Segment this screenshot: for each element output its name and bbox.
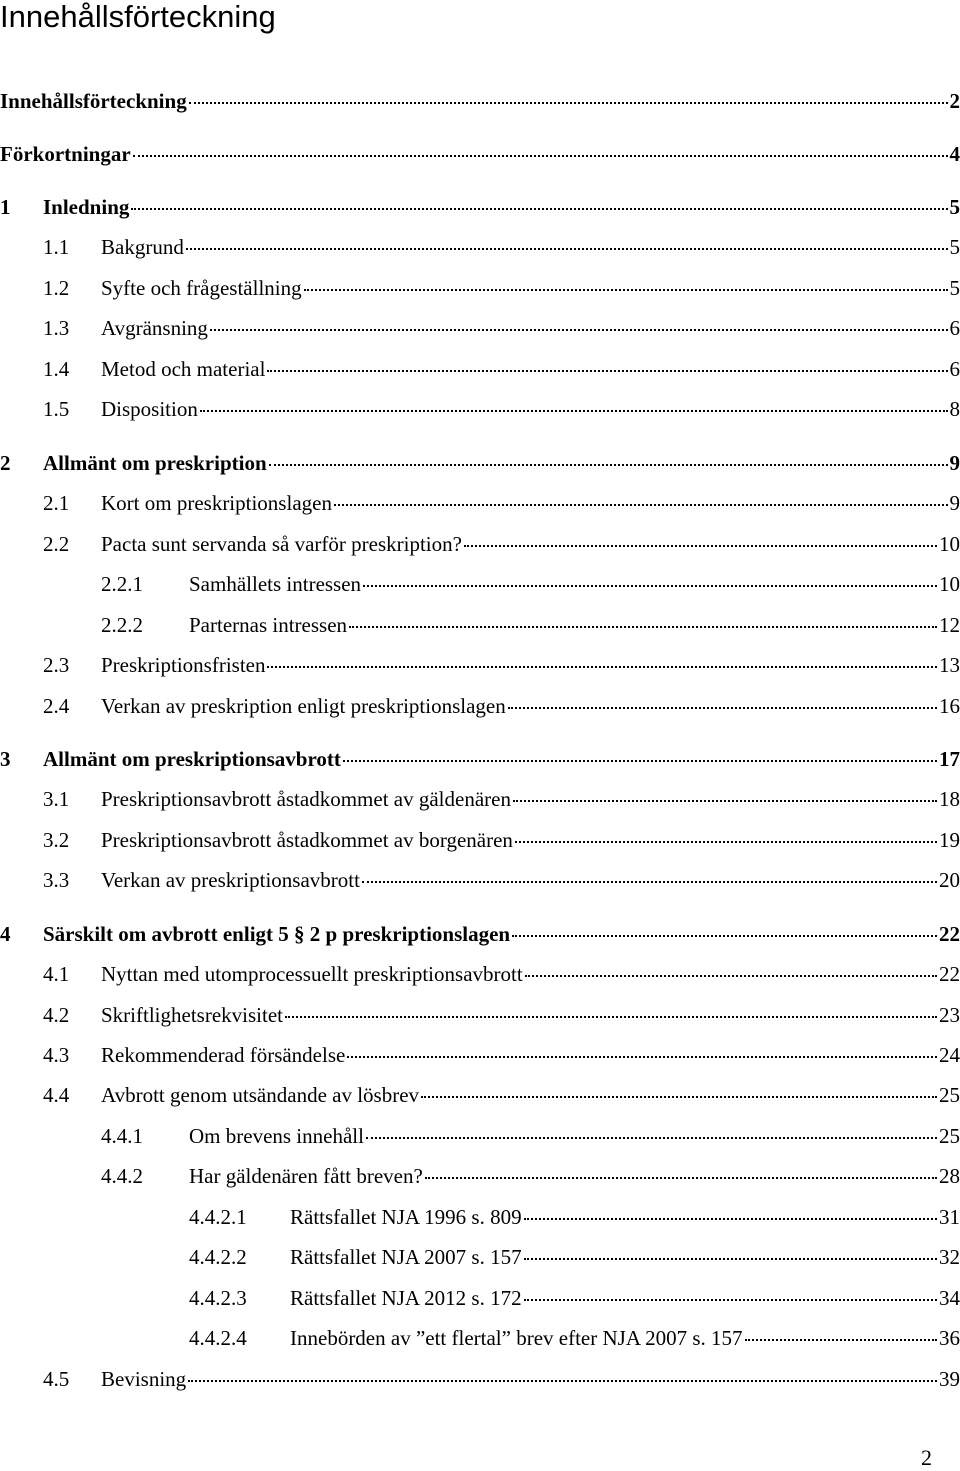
toc-entry[interactable] <box>43 786 960 812</box>
toc-entry[interactable] <box>0 194 960 220</box>
toc-entry-title: Verkan av preskriptionsavbrott <box>101 868 360 892</box>
toc-entry[interactable] <box>0 921 960 947</box>
dot-leader <box>267 666 937 668</box>
toc-entry-number: 4.4.2.3 <box>189 1286 247 1310</box>
toc-entry-title: Rättsfallet NJA 1996 s. 809 <box>290 1205 522 1229</box>
toc-entry-page: 22 <box>939 922 960 946</box>
toc-entry-title: Bevisning <box>101 1367 187 1391</box>
toc-entry-number: 1.4 <box>43 357 70 381</box>
toc-entry[interactable] <box>43 275 960 301</box>
toc-entry-page: 5 <box>949 235 960 259</box>
toc-entry-page: 4 <box>949 142 960 166</box>
toc-entry-page: 36 <box>939 1326 960 1350</box>
toc-entry-number: 1.1 <box>43 235 70 259</box>
dot-leader <box>524 1258 937 1260</box>
toc-entry-page: 31 <box>939 1205 960 1229</box>
toc-entry-title: Nyttan med utomprocessuellt preskriptionsavbrott <box>101 962 523 986</box>
dot-leader <box>362 881 937 883</box>
dot-leader <box>210 329 948 331</box>
toc-entry[interactable] <box>43 531 960 557</box>
toc-entry-page: 10 <box>939 532 960 556</box>
toc-entry[interactable] <box>43 1082 960 1108</box>
toc-entry-number: 1.3 <box>43 316 70 340</box>
toc-entry-number: 2 <box>0 451 11 475</box>
dot-leader <box>525 975 937 977</box>
dot-leader <box>363 585 937 587</box>
toc-entry-number: 4.1 <box>43 962 70 986</box>
toc-entry-number: 1.2 <box>43 276 70 300</box>
toc-entry[interactable] <box>43 396 960 422</box>
toc-entry-number: 4.4.1 <box>101 1124 143 1148</box>
toc-entry-number: 4 <box>0 922 11 946</box>
toc-entry-number: 4.4.2.4 <box>189 1326 247 1350</box>
toc-entry-number: 4.4.2.1 <box>189 1205 247 1229</box>
toc-entry[interactable] <box>43 693 960 719</box>
toc-entry-title: Allmänt om preskriptionsavbrott <box>43 747 341 771</box>
dot-leader <box>524 1218 937 1220</box>
toc-entry-page: 34 <box>939 1286 960 1310</box>
toc-entry-title: Preskriptionsavbrott åstadkommet av gäldenären <box>101 787 511 811</box>
toc-entry[interactable] <box>43 1366 960 1392</box>
toc-entry[interactable] <box>43 234 960 260</box>
toc-entry-number: 3.2 <box>43 828 70 852</box>
toc-entry[interactable] <box>0 141 960 167</box>
toc-entry[interactable] <box>43 961 960 987</box>
toc-entry-title: Allmänt om preskription <box>43 451 267 475</box>
toc-entry-page: 24 <box>939 1043 960 1067</box>
dot-leader <box>334 504 948 506</box>
toc-entry[interactable] <box>101 612 960 638</box>
toc-entry[interactable] <box>43 652 960 678</box>
dot-leader <box>133 155 948 157</box>
toc-entry-title: Disposition <box>101 397 198 421</box>
dot-leader <box>188 1380 937 1382</box>
toc-entry-number: 2.1 <box>43 491 70 515</box>
dot-leader <box>425 1177 937 1179</box>
toc-entry-number: 4.3 <box>43 1043 70 1067</box>
toc-entry-page: 12 <box>939 613 960 637</box>
dot-leader <box>513 800 937 802</box>
toc-entry-page: 17 <box>939 747 960 771</box>
page-title: Innehållsförteckning <box>0 0 276 34</box>
toc-entry-title: Rättsfallet NJA 2007 s. 157 <box>290 1245 522 1269</box>
dot-leader <box>285 1016 937 1018</box>
toc-entry[interactable] <box>0 88 960 114</box>
toc-entry-page: 16 <box>939 694 960 718</box>
toc-entry-page: 23 <box>939 1003 960 1027</box>
toc-entry-page: 32 <box>939 1245 960 1269</box>
toc-entry-number: 3 <box>0 747 11 771</box>
toc-entry[interactable] <box>43 356 960 382</box>
toc-entry-title: Förkortningar <box>0 142 131 166</box>
dot-leader <box>366 1137 937 1139</box>
toc-entry-title: Avgränsning <box>101 316 208 340</box>
toc-entry[interactable] <box>43 490 960 516</box>
dot-leader <box>200 410 948 412</box>
toc-entry-page: 8 <box>949 397 960 421</box>
toc-entry-number: 4.5 <box>43 1367 70 1391</box>
toc-entry[interactable] <box>43 1042 960 1068</box>
toc-entry-page: 10 <box>939 572 960 596</box>
toc-entry-title: Verkan av preskription enligt preskriptionslagen <box>101 694 506 718</box>
toc-entry-page: 39 <box>939 1367 960 1391</box>
toc-entry-title: Om brevens innehåll <box>189 1124 364 1148</box>
dot-leader <box>512 935 937 937</box>
toc-entry-title: Pacta sunt servanda så varför preskription? <box>101 532 462 556</box>
toc-entry-page: 25 <box>939 1124 960 1148</box>
toc-entry[interactable] <box>43 1002 960 1028</box>
toc-entry-page: 2 <box>949 89 960 113</box>
dot-leader <box>515 841 937 843</box>
toc-entry-number: 4.2 <box>43 1003 70 1027</box>
dot-leader <box>131 208 947 210</box>
toc-entry-number: 4.4 <box>43 1083 70 1107</box>
dot-leader <box>186 248 948 250</box>
toc-entry-title: Parternas intressen <box>189 613 348 637</box>
toc-entry-number: 2.4 <box>43 694 70 718</box>
toc-entry-page: 6 <box>949 316 960 340</box>
toc-entry[interactable] <box>189 1204 960 1230</box>
toc-entry-page: 19 <box>939 828 960 852</box>
toc-entry[interactable] <box>101 1123 960 1149</box>
dot-leader <box>524 1299 937 1301</box>
dot-leader <box>269 464 948 466</box>
toc-entry-number: 1.5 <box>43 397 70 421</box>
toc-entry[interactable] <box>0 746 960 772</box>
toc-entry-page: 25 <box>939 1083 960 1107</box>
dot-leader <box>267 370 947 372</box>
toc-entry-title: Rättsfallet NJA 2012 s. 172 <box>290 1286 522 1310</box>
toc-entry-number: 4.4.2.2 <box>189 1245 247 1269</box>
toc-entry-number: 2.2.2 <box>101 613 143 637</box>
toc-entry-title: Avbrott genom utsändande av lösbrev <box>101 1083 420 1107</box>
toc-entry-number: 3.1 <box>43 787 70 811</box>
toc-entry[interactable] <box>189 1325 960 1351</box>
toc-entry-page: 9 <box>949 491 960 515</box>
dot-leader <box>343 760 937 762</box>
page-number: 2 <box>921 1445 932 1470</box>
dot-leader <box>349 626 937 628</box>
toc-entry-title: Metod och material <box>101 357 266 381</box>
dot-leader <box>189 102 948 104</box>
toc-entry-page: 18 <box>939 787 960 811</box>
toc-entry-number: 2.2 <box>43 532 70 556</box>
toc-entry[interactable] <box>189 1244 960 1270</box>
toc-entry[interactable] <box>43 315 960 341</box>
dot-leader <box>508 707 937 709</box>
toc-entry-title: Rekommenderad försändelse <box>101 1043 346 1067</box>
toc-entry-page: 9 <box>949 451 960 475</box>
toc-entry-page: 22 <box>939 962 960 986</box>
toc-entry-title: Innebörden av ”ett flertal” brev efter NJA 2007 s. 157 <box>290 1326 743 1350</box>
toc-entry-page: 5 <box>949 276 960 300</box>
dot-leader <box>421 1096 937 1098</box>
dot-leader <box>464 545 937 547</box>
toc-entry-title: Har gäldenären fått breven? <box>189 1164 423 1188</box>
toc-entry[interactable] <box>43 867 960 893</box>
toc-entry[interactable] <box>43 827 960 853</box>
toc-entry[interactable] <box>0 450 960 476</box>
dot-leader <box>304 289 948 291</box>
toc-entry-number: 4.4.2 <box>101 1164 143 1188</box>
toc-entry-page: 13 <box>939 653 960 677</box>
toc-entry-page: 6 <box>949 357 960 381</box>
toc-entry[interactable] <box>189 1285 960 1311</box>
toc-entry-number: 3.3 <box>43 868 70 892</box>
toc-entry-title: Syfte och frågeställning <box>101 276 302 300</box>
toc-entry-title: Skriftlighetsrekvisitet <box>101 1003 283 1027</box>
toc-entry[interactable] <box>101 571 960 597</box>
toc-entry-title: Bakgrund <box>101 235 184 259</box>
toc-entry-page: 28 <box>939 1164 960 1188</box>
toc-entry-number: 1 <box>0 195 11 219</box>
toc-entry-page: 20 <box>939 868 960 892</box>
toc-entry-title: Särskilt om avbrott enligt 5 § 2 p preskriptionslagen <box>43 922 511 946</box>
toc-entry-title: Inledning <box>43 195 130 219</box>
toc-entry[interactable] <box>101 1163 960 1189</box>
toc-entry-number: 2.2.1 <box>101 572 143 596</box>
dot-leader <box>745 1339 937 1341</box>
toc-entry-title: Samhällets intressen <box>189 572 362 596</box>
toc-entry-title: Preskriptionsfristen <box>101 653 266 677</box>
toc-entry-title: Kort om preskriptionslagen <box>101 491 332 515</box>
toc-entry-title: Preskriptionsavbrott åstadkommet av borgenären <box>101 828 513 852</box>
dot-leader <box>347 1056 937 1058</box>
toc-entry-page: 5 <box>949 195 960 219</box>
toc-entry-title: Innehållsförteckning <box>0 89 187 113</box>
toc-entry-number: 2.3 <box>43 653 70 677</box>
